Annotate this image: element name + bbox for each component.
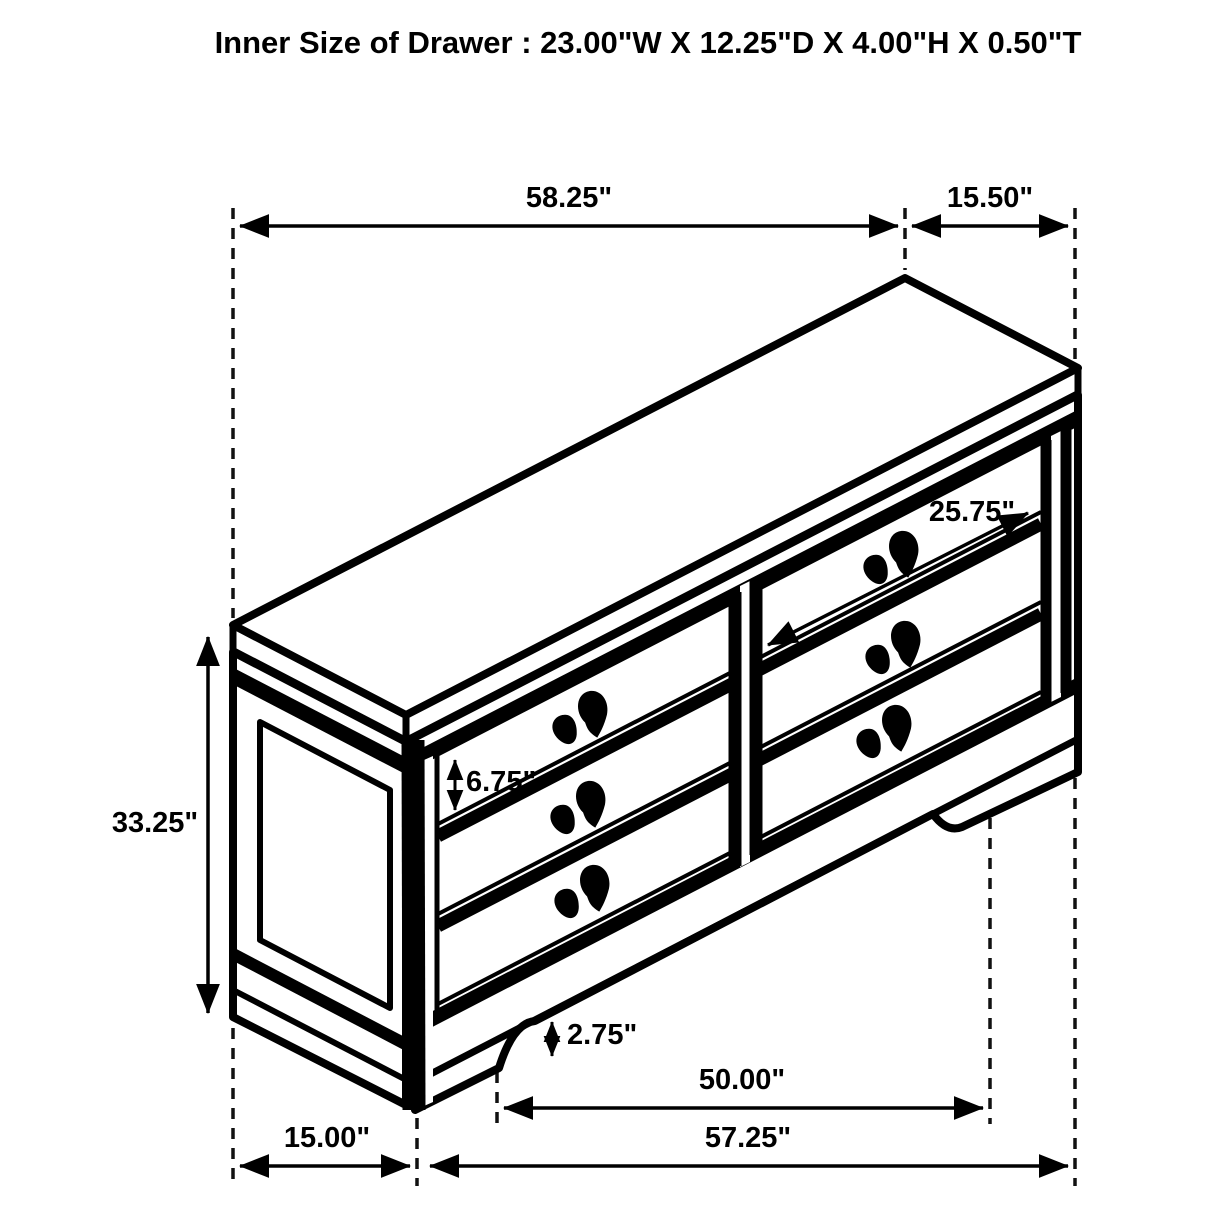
dresser-left-side-panel — [233, 652, 412, 1105]
page-title: Inner Size of Drawer : 23.00"W X 12.25"D X 4.00"H X 0.50"T — [214, 25, 1082, 60]
dim-bottom-depth — [240, 1122, 410, 1166]
dim-overall-height-label: 33.25" — [111, 807, 199, 839]
center-divider — [735, 581, 756, 867]
dim-top-depth — [912, 182, 1068, 226]
dim-base-height-label: 2.75" — [567, 1019, 638, 1051]
dim-drawer-width-label: 25.75" — [928, 496, 1016, 528]
dim-drawer-face-height-label: 6.75" — [466, 766, 537, 798]
right-stile — [1046, 430, 1066, 703]
dim-base-inner-width-label: 50.00" — [698, 1064, 786, 1096]
dim-base-height — [552, 1019, 637, 1056]
dresser-drawing — [233, 278, 1078, 1110]
dim-base-inner-width — [504, 1064, 983, 1108]
dim-top-width — [240, 182, 898, 226]
dim-bottom-width — [430, 1122, 1068, 1166]
dim-overall-height — [112, 637, 208, 1013]
dim-top-width-label: 58.25" — [525, 182, 613, 214]
dim-bottom-width-label: 57.25" — [704, 1122, 792, 1154]
dim-bottom-depth-label: 15.00" — [283, 1122, 371, 1154]
dim-top-depth-label: 15.50" — [946, 182, 1034, 214]
